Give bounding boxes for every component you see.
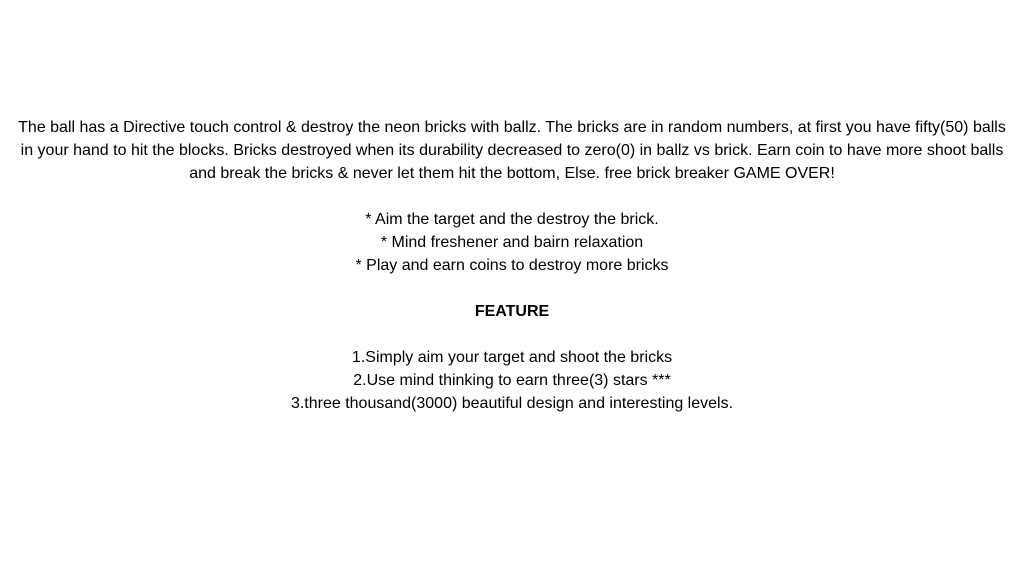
- slide-text-block: [14, 116, 1010, 415]
- bullet-item: * Play and earn coins to destroy more bricks: [355, 257, 669, 274]
- feature-item: 2.Use mind thinking to earn three(3) stars ***: [353, 372, 671, 389]
- feature-heading: FEATURE: [474, 303, 550, 320]
- bullet-item: * Aim the target and the destroy the brick.: [365, 211, 659, 228]
- feature-item: 3.three thousand(3000) beautiful design and interesting levels.: [290, 395, 734, 412]
- spacer: [14, 323, 1010, 346]
- spacer: [14, 277, 1010, 300]
- spacer: [14, 185, 1010, 208]
- bullet-item: * Mind freshener and bairn relaxation: [380, 234, 644, 251]
- intro-paragraph: The ball has a Directive touch control & destroy the neon bricks with ballz. The bricks are in random numbers, at first you have fifty(50) balls in your hand to hit the blocks. Bricks destroyed when its durability decreased to zero(0) in ballz vs brick. Earn coin to have more shoot balls and break the bricks & never let them hit the bottom, Else. free brick breaker GAME OVER!: [18, 119, 1006, 182]
- feature-item: 1.Simply aim your target and shoot the bricks: [351, 349, 673, 366]
